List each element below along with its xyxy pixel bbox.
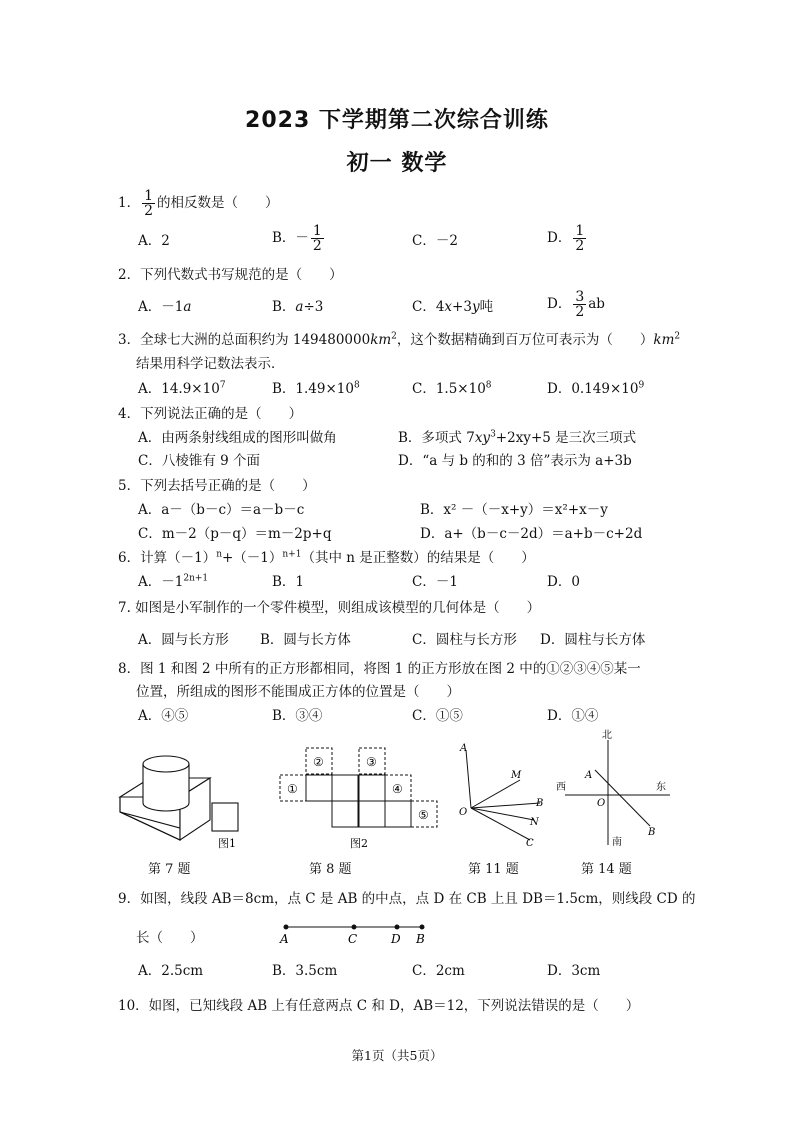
q6-option-b: B．1: [272, 574, 305, 590]
q2-option-c: C．4x+3y吨: [412, 299, 494, 315]
f14-label-O: O: [597, 798, 606, 809]
question-10: 10．如图，已知线段 AB 上有任意两点 C 和 D，AB＝12，下列说法错误的是（ ）: [118, 998, 640, 1014]
fig2-label: 图2: [350, 837, 368, 850]
fraction: $\frac{1}{2}$: [144, 188, 154, 219]
slot-5-label: ⑤: [418, 808, 429, 822]
f14-west: 西: [556, 782, 566, 793]
question-6: 6．计算$(-1)^n+(-1)^{n+1}$（其中 n 是正整数）的结果是（ ）: [118, 549, 535, 566]
figure-7: [120, 756, 238, 840]
q6-option-c: C．－1: [412, 574, 458, 590]
f14-south: 南: [612, 837, 622, 848]
q9-option-a: A．2.5cm: [138, 963, 204, 979]
page-title: 2023 下学期第二次综合训练: [245, 108, 549, 133]
q3-option-c: C．$1.5\times 10^8$: [412, 380, 492, 397]
q5-option-c: C．m－2（p－q）＝m－2p+q: [138, 526, 332, 542]
question-8-line-1: 8．图 1 和图 2 中所有的正方形都相同，将图 1 的正方形放在图 2 中的①②③④⑤某一: [118, 661, 641, 677]
slot-2-label: ②: [313, 755, 324, 769]
q3-option-d: D．$0.149\times 10^9$: [547, 380, 645, 397]
question-5: 5．下列去括号正确的是（ ）: [118, 478, 316, 494]
f11-label-B: B: [536, 798, 544, 809]
q9-point-D: D: [391, 932, 401, 946]
q3-option-b: B．$1.49\times 10^8$: [272, 380, 360, 397]
q9-option-d: D．3cm: [547, 963, 601, 979]
q4-option-b: B．多项式 $7xy^3+2xy+5$ 是三次三项式: [398, 429, 637, 446]
question-3-line-2: 结果用科学记数法表示．: [136, 356, 285, 372]
caption-q11: 第 11 题: [468, 862, 519, 877]
q6-option-a: A．$-1^{2n+1}$: [138, 573, 209, 590]
question-2: 2．下列代数式书写规范的是（ ）: [118, 267, 343, 283]
q8-option-b: B．③④: [272, 708, 323, 724]
question-7: 7. 如图是小军制作的一个零件模型，则组成该模型的几何体是（ ）: [118, 600, 541, 616]
q4-option-d: D．“a 与 b 的和的 3 倍”表示为 a+3b: [398, 453, 632, 469]
f11-label-M: M: [511, 770, 522, 781]
q2-option-d: D． $\frac{3}{2}$ ab: [547, 289, 605, 320]
f14-east: 东: [656, 782, 666, 793]
q4-option-c: C．八棱锥有 9 个面: [138, 453, 261, 469]
q9-point-A: A: [280, 932, 289, 946]
caption-q8: 第 8 题: [309, 862, 352, 877]
f14-label-A: A: [585, 770, 593, 781]
q9-option-b: B．3.5cm: [272, 963, 338, 979]
f11-label-N: N: [530, 817, 539, 828]
q1-option-d: D． $\frac{1}{2}$: [547, 223, 585, 254]
question-4: 4．下列说法正确的是（ ）: [118, 406, 303, 422]
question-9-line-2: 长（ ）: [136, 930, 204, 946]
cylinder-top: [143, 756, 189, 772]
q9-point-B: B: [416, 932, 425, 946]
q1-option-b: B．－ $\frac{1}{2}$: [272, 223, 322, 254]
slot-3-label: ③: [366, 755, 377, 769]
question-9-line-1: 9．如图，线段 AB＝8cm，点 C 是 AB 的中点，点 D 在 CB 上且 DB＝1.5cm，则线段 CD 的: [118, 891, 696, 907]
figure-8: [280, 748, 437, 827]
fig1-label: 图1: [218, 837, 236, 850]
f11-label-A: A: [460, 743, 468, 754]
q4-option-a: A．由两条射线组成的图形叫做角: [138, 430, 337, 446]
q9-segment: [284, 925, 424, 929]
question-8-line-2: 位置，所组成的图形不能围成正方体的位置是（ ）: [136, 684, 460, 700]
q5-option-b: B．x² －（－x+y）＝x²+x－y: [420, 502, 608, 518]
net-sq-4: [332, 801, 358, 827]
question-3-line-1: 3．全球七大洲的总面积约为 $149480000km^2$，这个数据精确到百万位可表示为（ ）$km^2$: [118, 331, 681, 348]
q9-point-C: C: [348, 932, 358, 946]
net-sq-3: [359, 775, 385, 801]
q6-option-d: D．0: [547, 574, 580, 590]
q7-option-a: A．圆与长方形: [138, 632, 229, 648]
q3-option-a: A．$14.9\times 10^7$: [138, 380, 226, 397]
f14-north: 北: [602, 730, 612, 741]
f11-label-O: O: [459, 807, 468, 818]
slot-4-label: ④: [392, 782, 403, 796]
net-sq-5: [359, 801, 385, 827]
figure-11: [466, 750, 540, 840]
caption-q7: 第 7 题: [148, 862, 191, 877]
caption-q14: 第 14 题: [581, 862, 632, 877]
f11-label-C: C: [526, 838, 534, 849]
question-1: 1． $\frac{1}{2}$ 的相反数是（ ）: [118, 188, 279, 219]
q7-option-c: C．圆柱与长方形: [412, 632, 517, 648]
q5-option-a: A．a－（b－c）＝a－b－c: [138, 502, 305, 518]
q2-option-a: A．－1a: [138, 299, 192, 315]
q7-option-d: D．圆柱与长方体: [540, 632, 646, 648]
q1-option-c: C．－2: [412, 233, 458, 249]
page-footer: 第1页（共5页）: [351, 1048, 443, 1063]
q1-option-a: A．2: [138, 233, 170, 249]
q9-option-c: C．2cm: [412, 963, 465, 979]
q7-option-b: B．圆与长方体: [260, 632, 351, 648]
q2-option-b: B．a÷3: [272, 299, 324, 315]
q8-option-c: C．①⑤: [412, 708, 463, 724]
fig1-square: [212, 803, 238, 831]
q8-option-d: D．①④: [547, 708, 599, 724]
page-subtitle: 初一 数学: [346, 151, 448, 176]
q8-option-a: A．④⑤: [138, 708, 189, 724]
net-sq-2: [332, 775, 358, 801]
net-sq-1: [306, 775, 332, 801]
slot-1-label: ①: [287, 782, 298, 796]
q5-option-d: D．a+（b－c－2d）＝a+b－c+2d: [420, 526, 643, 542]
f14-label-B: B: [648, 827, 656, 838]
net-sq-6: [385, 801, 411, 827]
